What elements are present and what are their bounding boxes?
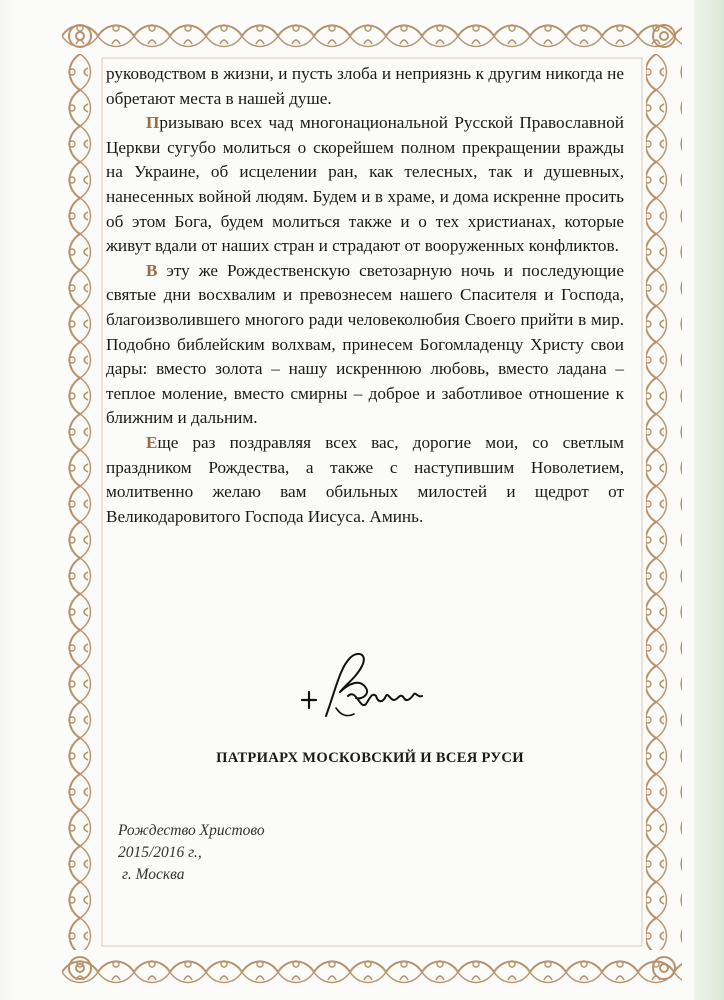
- date-line-city: г. Москва: [122, 866, 185, 883]
- signatory-title: ПАТРИАРХ МОСКОВСКИЙ И ВСЕЯ РУСИ: [216, 750, 524, 766]
- paragraph-3: В эту же Рождественскую светозарную ночь и последующие святые дни восхвалим и превознесем нашего Спасителя и Господа, благоизволившего многого ради человеколюбия Своего прийти в мир. Подобно библейским волхвам, принесем Богомладенцу Христу свои дары: вместо золота – нашу искреннюю любовь, вместо ладана – теплое моление, вместо смирны – доброе и заботливое отношение к ближним и дальним.: [106, 260, 624, 428]
- date-line-occasion: Рождество Христово: [118, 822, 265, 839]
- scan-edge-left: [0, 0, 18, 1000]
- date-place-block: [118, 820, 265, 886]
- handwritten-signature: [296, 648, 436, 732]
- dropcap-letter: Е: [146, 432, 158, 452]
- date-line-year: 2015/2016 г.,: [118, 844, 202, 861]
- dropcap-letter: П: [146, 113, 160, 133]
- paragraph-2: Призываю всех чад многонациональной Русской Православной Церкви сугубо молиться о скорейшем полном прекращении вражды на Украине, об исцелении ран, как телесных, так и душевных, нанесенных войной людям. Будем и в храме, и дома искренне просить об этом Бога, будем молиться также и о тех христианах, которые живут вдали от наших стран и страдают от вооруженных конфликтов.: [106, 113, 624, 256]
- letter-body: [106, 62, 624, 529]
- scan-edge-right: [694, 0, 724, 1000]
- paragraph-4: Еще раз поздравляя всех вас, дорогие мои, со светлым праздником Рождества, а также с наступившим Новолетием, молитвенно желаю вам обильных милостей и щедрот от Великодаровитого Господа Иисуса. Аминь.: [106, 432, 624, 526]
- dropcap-letter: В: [146, 260, 158, 280]
- paragraph-1: руководством в жизни, и пусть злоба и неприязнь к другим никогда не обретают места в нашей душе.: [106, 64, 624, 108]
